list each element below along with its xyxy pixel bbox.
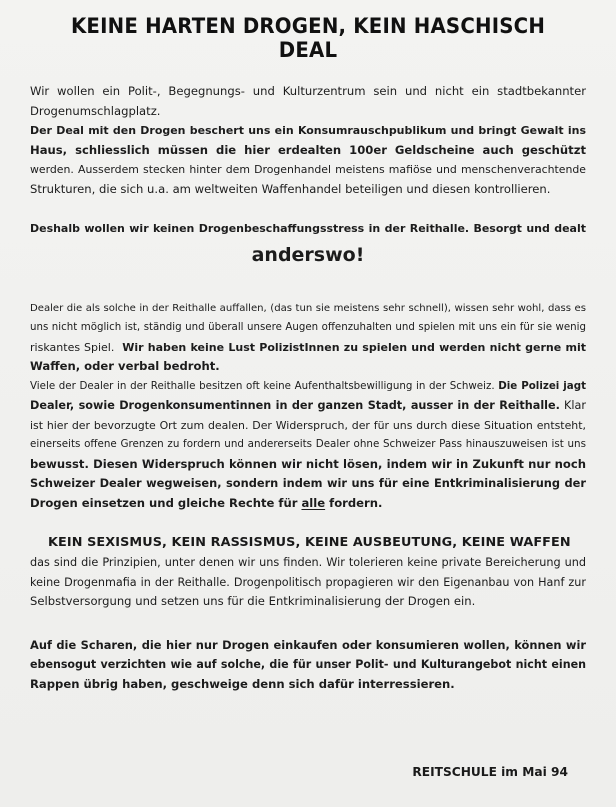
text-line	[30, 338, 586, 358]
text-line: Strukturen, die sich u.a. am weltweiten Waffenhandel beteiligen und diesen kontrollieren.	[30, 181, 551, 196]
principles-heading: KEIN SEXISMUS, KEIN RASSISMUS, KEINE AUSBEUTUNG, KEINE WAFFEN	[48, 535, 571, 550]
text-line: Drogenumschlagplatz.	[30, 103, 161, 118]
text-line: Wir wollen ein Polit-, Begegnungs- und Kulturzentrum sein und nicht ein stadtbekannter	[30, 84, 586, 98]
text-segment-bold: Die Polizei jagt	[498, 379, 586, 392]
text-line	[30, 396, 586, 416]
deal-paragraph	[30, 121, 586, 199]
contradiction-paragraph	[30, 377, 586, 514]
text-line: einerseits offene Grenzen zu fordern und andererseits Dealer ohne Schweizer Pass hinauszuweisen ist uns	[30, 438, 586, 450]
text-segment: riskantes Spiel.	[30, 340, 115, 354]
text-line: Haus, schliesslich müssen die hier erdealten 100er Geldscheine auch geschützt	[30, 142, 586, 157]
underlined-word: alle	[301, 495, 326, 510]
signature: REITSCHULE im Mai 94	[412, 765, 568, 779]
text-line	[30, 494, 586, 514]
text-segment-bold: fordern.	[329, 495, 383, 510]
text-line: uns nicht möglich ist, ständig und überall unsere Augen offenzuhalten und spielen mit uns ein für sie wenig	[30, 322, 586, 333]
text-segment: Viele der Dealer in der Reithalle besitzen oft keine Aufenthaltsbewilligung in der Schweiz.	[30, 379, 495, 392]
intro-paragraph	[30, 82, 586, 121]
text-line: ist hier der bevorzugte Ort zum dealen. Der Widerspruch, der für uns durch diese Situation entsteht,	[30, 418, 586, 432]
text-line: Der Deal mit den Drogen beschert uns ein Konsumrauschpublikum und bringt Gewalt ins	[30, 124, 586, 137]
text-line: Schweizer Dealer wegweisen, sondern indem wir uns für eine Entkriminalisierung der	[30, 476, 586, 490]
text-line: Rappen übrig haben, geschweige denn sich dafür interressieren.	[30, 676, 455, 691]
text-line: Selbstversorgung und setzen uns für die Entkriminalisierung der Drogen ein.	[30, 594, 476, 608]
text-segment-bold: Dealer, sowie Drogenkonsumentinnen in der ganzen Stadt, ausser in der Reithalle.	[30, 399, 560, 412]
principles-paragraph	[30, 553, 586, 612]
text-line: das sind die Prinzipien, unter denen wir uns finden. Wir tolerieren keine private Bereicherung und	[30, 556, 586, 569]
text-segment: Klar	[563, 399, 586, 412]
text-line: werden. Ausserdem stecken hinter dem Drogenhandel meistens mafiöse und menschenverachtende	[30, 163, 586, 176]
text-line	[30, 377, 586, 397]
text-line: bewusst. Diesen Widerspruch können wir nicht lösen, indem wir in Zukunft nur noch	[30, 456, 586, 471]
call-emphasis: anderswo!	[251, 243, 365, 266]
text-line: Auf die Scharen, die hier nur Drogen einkaufen oder konsumieren wollen, können wir	[30, 637, 586, 652]
text-line: keine Drogenmafia in der Reithalle. Drogenpolitisch propagieren wir den Eigenanbau von Hanf zur	[30, 575, 586, 589]
text-line: Dealer die als solche in der Reithalle auffallen, (das tun sie meistens sehr schnell), wissen sehr wohl, dass es	[30, 302, 586, 314]
closing-paragraph	[30, 636, 586, 695]
text-segment-bold: Wir haben keine Lust PolizistInnen zu spielen und werden nicht gerne mit	[122, 340, 586, 354]
dealer-paragraph	[30, 299, 586, 377]
call-paragraph	[30, 219, 586, 269]
call-line: Deshalb wollen wir keinen Drogenbeschaffungsstress in der Reithalle. Besorgt und dealt	[30, 222, 586, 235]
text-line: Waffen, oder verbal bedroht.	[30, 359, 220, 373]
text-segment-bold: Drogen einsetzen und gleiche Rechte für	[30, 495, 298, 510]
text-line: ebensogut verzichten wie auf solche, die für unser Polit- und Kulturangebot nicht einen	[30, 658, 586, 671]
flyer-title: KEINE HARTEN DROGEN, KEIN HASCHISCH DEAL	[70, 14, 546, 62]
